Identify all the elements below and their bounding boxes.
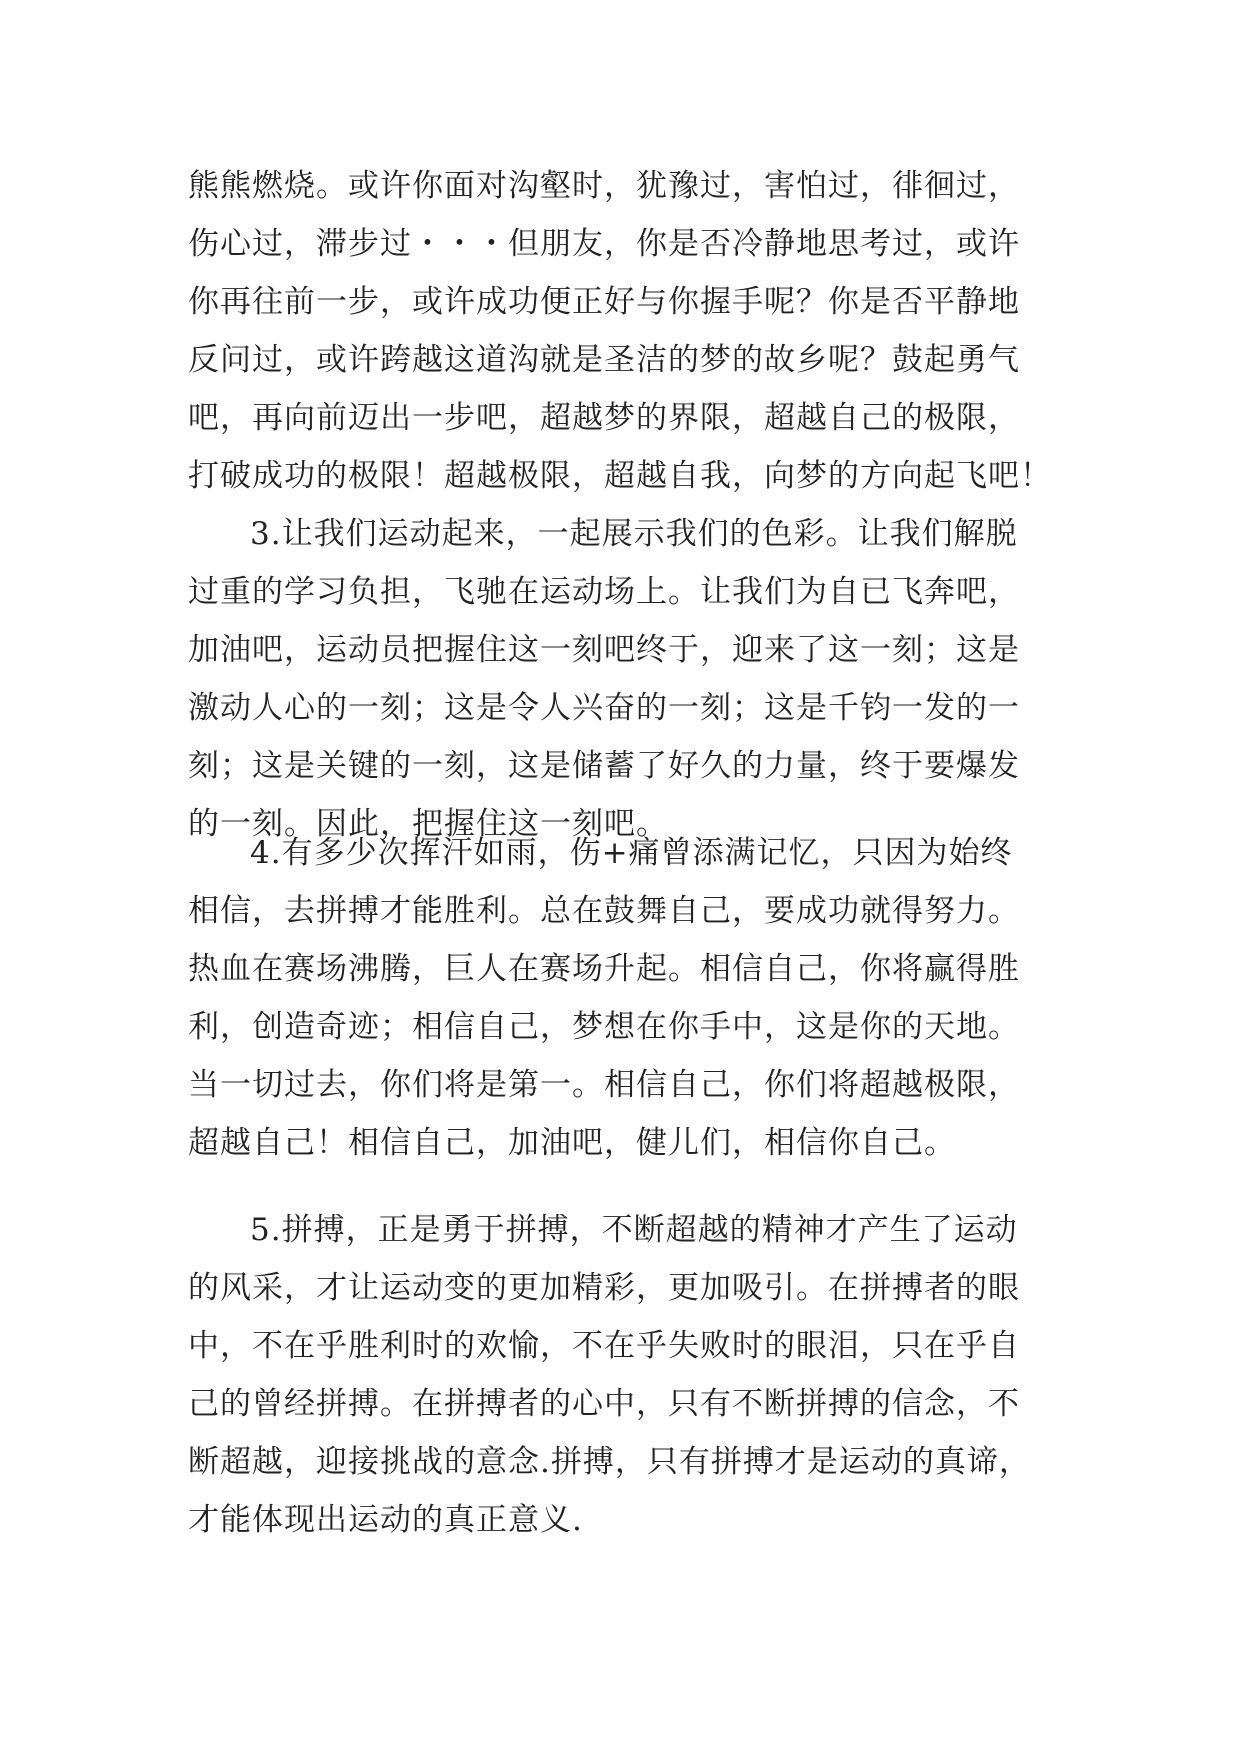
- text-line: 打破成功的极限！超越极限，超越自我，向梦的方向起飞吧！: [188, 458, 1052, 494]
- text-line: 相信，去拼搏才能胜利。总在鼓舞自己，要成功就得努力。: [188, 893, 1020, 929]
- paragraph-item-5: [188, 1201, 1054, 1549]
- text-line: 当一切过去，你们将是第一。相信自己，你们将超越极限，: [188, 1067, 1020, 1103]
- paragraph-item-3: [188, 505, 1054, 853]
- text-line: 超越自己！相信自己，加油吧，健儿们，相信你自己。: [188, 1125, 956, 1161]
- text-line: 利，创造奇迹；相信自己，梦想在你手中，这是你的天地。: [188, 1009, 1020, 1045]
- text-line: 的一刻。因此，把握住这一刻吧。: [188, 806, 668, 842]
- text-line: 吧，再向前迈出一步吧，超越梦的界限，超越自己的极限，: [188, 400, 1020, 436]
- text-line: 的风采，才让运动变的更加精彩，更加吸引。在拼搏者的眼: [188, 1270, 1020, 1306]
- paragraph-item-4: [188, 824, 1054, 1172]
- text-line: 过重的学习负担，飞驰在运动场上。让我们为自已飞奔吧，: [188, 574, 1020, 610]
- paragraph-continuation: [188, 157, 1054, 505]
- text-line: 才能体现出运动的真正意义.: [188, 1502, 583, 1538]
- text-line: 3.让我们运动起来，一起展示我们的色彩。让我们解脱: [250, 516, 1018, 552]
- text-line: 反问过，或许跨越这道沟就是圣洁的梦的故乡呢？鼓起勇气: [188, 342, 1020, 378]
- text-line: 加油吧，运动员把握住这一刻吧终于，迎来了这一刻；这是: [188, 632, 1020, 668]
- text-line: 5.拼搏，正是勇于拼搏，不断超越的精神才产生了运动: [250, 1212, 1018, 1248]
- text-line: 你再往前一步，或许成功便正好与你握手呢？你是否平静地: [188, 284, 1020, 320]
- text-line: 断超越，迎接挑战的意念.拼搏，只有拼搏才是运动的真谛，: [188, 1444, 1031, 1480]
- text-line: 激动人心的一刻；这是令人兴奋的一刻；这是千钧一发的一: [188, 690, 1020, 726]
- text-line: 热血在赛场沸腾，巨人在赛场升起。相信自己，你将赢得胜: [188, 951, 1020, 987]
- text-line: 中，不在乎胜利时的欢愉，不在乎失败时的眼泪，只在乎自: [188, 1328, 1020, 1364]
- text-line: 己的曾经拼搏。在拼搏者的心中，只有不断拼搏的信念，不: [188, 1386, 1020, 1422]
- text-line: 伤心过，滞步过・・・但朋友，你是否冷静地思考过，或许: [188, 226, 1020, 262]
- text-line: 4.有多少次挥汗如雨，伤+痛曾添满记忆，只因为始终: [250, 835, 1013, 871]
- text-line: 熊熊燃烧。或许你面对沟壑时，犹豫过，害怕过，徘徊过，: [188, 168, 1020, 204]
- text-line: 刻；这是关键的一刻，这是储蓄了好久的力量，终于要爆发: [188, 748, 1020, 784]
